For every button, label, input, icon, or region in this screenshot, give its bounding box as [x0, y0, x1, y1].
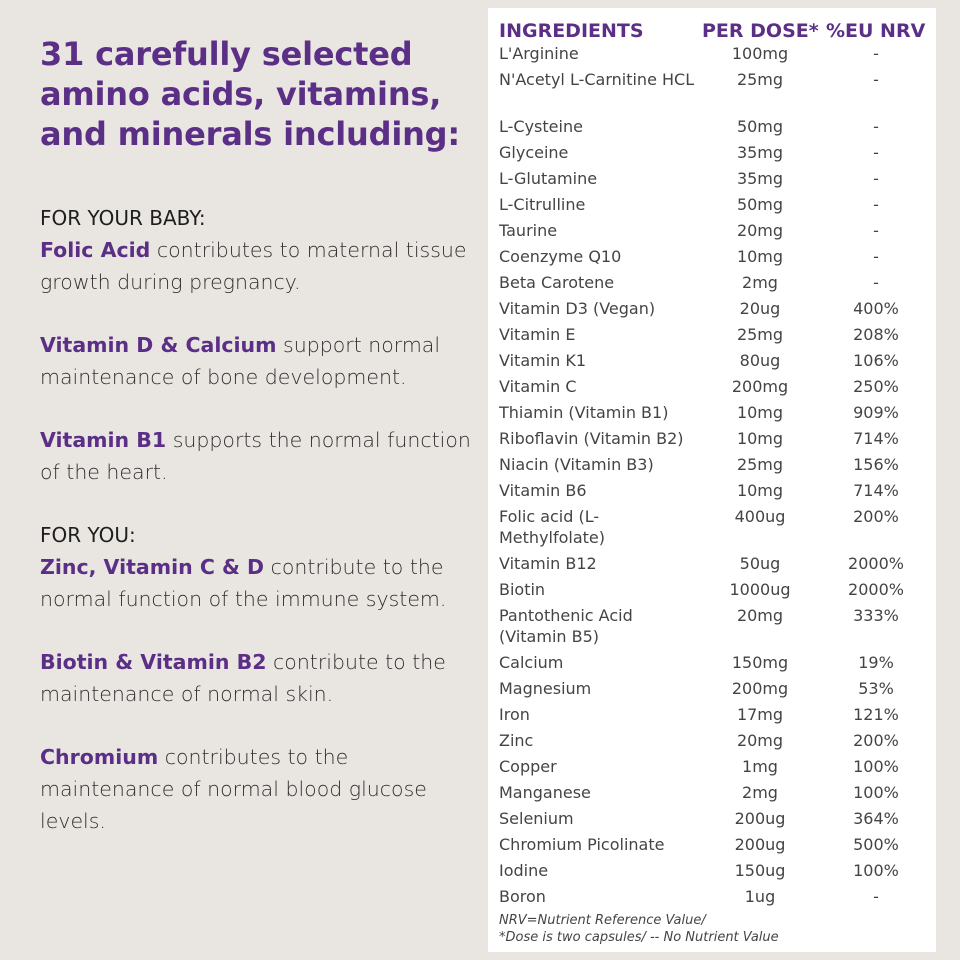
- ingredient-nrv: -: [873, 247, 879, 266]
- header-eu-nrv: %EU NRV: [826, 20, 926, 42]
- you-benefit-1-highlight: Zinc, Vitamin C & D: [40, 555, 265, 579]
- table-row: [488, 324, 936, 350]
- table-row: [488, 678, 936, 704]
- ingredient-dose: 20ug: [739, 299, 781, 318]
- table-row: [488, 834, 936, 860]
- ingredient-dose: 35mg: [736, 169, 784, 188]
- ingredient-name: Chromium Picolinate: [499, 835, 665, 854]
- headline: 31 carefully selected amino acids, vitamins, and minerals including:: [40, 35, 460, 153]
- ingredient-name: Vitamin B12: [499, 554, 597, 573]
- you-section-title: FOR YOU:: [40, 523, 136, 547]
- ingredient-name: Vitamin C: [499, 377, 577, 396]
- ingredient-dose: 50mg: [736, 195, 784, 214]
- you-benefit-3-text: contributes to the maintenance of normal blood glucose levels.: [40, 745, 427, 833]
- ingredient-name: Manganese: [499, 783, 591, 802]
- ingredient-dose: 1000ug: [729, 580, 791, 599]
- ingredient-name: L'Arginine: [499, 44, 579, 63]
- ingredient-nrv: -: [873, 221, 879, 240]
- table-row: [488, 652, 936, 678]
- footnote-line-2: *Dose is two capsules/ -- No Nutrient Value: [499, 930, 779, 945]
- ingredient-dose: 25mg: [736, 70, 784, 89]
- table-row: [488, 272, 936, 298]
- ingredient-nrv: 500%: [853, 835, 899, 854]
- ingredient-name: L-Glutamine: [499, 169, 598, 188]
- table-row: [488, 402, 936, 428]
- ingredient-dose: 25mg: [736, 325, 784, 344]
- ingredient-name: N'Acetyl L-Carnitine HCL: [499, 70, 695, 89]
- you-benefit-1: [40, 551, 480, 615]
- ingredient-nrv: 100%: [853, 783, 899, 802]
- header-per-dose: PER DOSE*: [702, 20, 819, 42]
- ingredient-nrv: -: [873, 44, 879, 63]
- ingredient-nrv: -: [873, 117, 879, 136]
- ingredient-nrv: 208%: [853, 325, 899, 344]
- ingredients-table-body: [488, 43, 936, 912]
- table-row: [488, 194, 936, 220]
- ingredient-nrv: -: [873, 273, 879, 292]
- ingredient-nrv: 333%: [853, 606, 899, 625]
- table-row: [488, 808, 936, 834]
- ingredient-dose: 10mg: [736, 403, 784, 422]
- header-ingredients: INGREDIENTS: [499, 20, 644, 42]
- you-benefit-3: [40, 741, 480, 837]
- ingredient-dose: 150ug: [734, 861, 786, 880]
- ingredient-nrv: -: [873, 143, 879, 162]
- table-row: [488, 782, 936, 808]
- table-row: [488, 579, 936, 605]
- you-benefit-2: [40, 646, 480, 710]
- ingredient-name: Vitamin B6: [499, 481, 587, 500]
- ingredient-dose: 200ug: [734, 835, 786, 854]
- ingredient-name: Pantothenic Acid (Vitamin B5): [499, 606, 633, 646]
- ingredient-name: Vitamin K1: [499, 351, 587, 370]
- table-row: [488, 704, 936, 730]
- ingredient-name: Copper: [499, 757, 557, 776]
- you-benefit-3-highlight: Chromium: [40, 745, 159, 769]
- baby-benefit-1-text: contributes to maternal tissue growth during pregnancy.: [40, 238, 467, 294]
- ingredient-nrv: 106%: [853, 351, 899, 370]
- ingredient-nrv: 200%: [853, 731, 899, 750]
- ingredient-nrv: 121%: [853, 705, 899, 724]
- ingredient-name: Calcium: [499, 653, 564, 672]
- ingredient-nrv: -: [873, 887, 879, 906]
- ingredient-name: Vitamin D3 (Vegan): [499, 299, 656, 318]
- baby-section-title: FOR YOUR BABY:: [40, 206, 206, 230]
- ingredient-name: Folic acid (L-Methylfolate): [499, 507, 606, 547]
- ingredient-dose: 20mg: [736, 221, 784, 240]
- table-row: [488, 428, 936, 454]
- ingredient-nrv: 714%: [853, 481, 899, 500]
- ingredient-dose: 400ug: [734, 507, 786, 526]
- table-row: [488, 605, 936, 652]
- ingredient-nrv: 2000%: [848, 554, 904, 573]
- ingredient-dose: 50ug: [739, 554, 781, 573]
- table-row: [488, 43, 936, 69]
- ingredient-name: Riboflavin (Vitamin B2): [499, 429, 684, 448]
- ingredient-name: Selenium: [499, 809, 574, 828]
- ingredient-dose: 200ug: [734, 809, 786, 828]
- ingredient-dose: 1ug: [744, 887, 776, 906]
- ingredient-name: Magnesium: [499, 679, 592, 698]
- table-row: [488, 116, 936, 142]
- ingredient-name: Boron: [499, 887, 546, 906]
- ingredient-dose: 10mg: [736, 247, 784, 266]
- ingredient-dose: 35mg: [736, 143, 784, 162]
- footnote: [499, 912, 929, 946]
- table-row: [488, 860, 936, 886]
- table-row: [488, 480, 936, 506]
- ingredient-name: Glyceine: [499, 143, 569, 162]
- you-benefit-2-highlight: Biotin & Vitamin B2: [40, 650, 267, 674]
- table-row: [488, 506, 936, 553]
- baby-benefit-1: [40, 234, 480, 298]
- ingredient-dose: 50mg: [736, 117, 784, 136]
- ingredient-nrv: 909%: [853, 403, 899, 422]
- ingredient-dose: 20mg: [736, 606, 784, 625]
- ingredient-dose: 200mg: [731, 679, 789, 698]
- ingredient-dose: 150mg: [731, 653, 789, 672]
- ingredient-name: Niacin (Vitamin B3): [499, 455, 654, 474]
- ingredient-name: Coenzyme Q10: [499, 247, 622, 266]
- ingredient-nrv: 2000%: [848, 580, 904, 599]
- benefits-column: [40, 34, 480, 868]
- ingredient-dose: 200mg: [731, 377, 789, 396]
- table-row: [488, 376, 936, 402]
- table-row: [488, 886, 936, 912]
- ingredient-name: L-Cysteine: [499, 117, 583, 136]
- baby-benefit-3: [40, 424, 480, 488]
- ingredient-dose: 10mg: [736, 429, 784, 448]
- ingredient-dose: 2mg: [742, 783, 778, 802]
- baby-benefit-3-text: supports the normal function of the heart.: [40, 428, 471, 484]
- ingredient-name: Taurine: [499, 221, 558, 240]
- ingredient-dose: 10mg: [736, 481, 784, 500]
- table-row: [488, 350, 936, 376]
- ingredient-dose: 20mg: [736, 731, 784, 750]
- ingredient-name: Beta Carotene: [499, 273, 615, 292]
- ingredient-nrv: -: [873, 70, 879, 89]
- table-row: [488, 454, 936, 480]
- table-row: [488, 298, 936, 324]
- ingredient-nrv: 714%: [853, 429, 899, 448]
- table-row: [488, 69, 936, 116]
- baby-benefit-2-highlight: Vitamin D & Calcium: [40, 333, 277, 357]
- ingredient-dose: 2mg: [742, 273, 778, 292]
- ingredient-name: Thiamin (Vitamin B1): [499, 403, 669, 422]
- ingredient-name: L-Citrulline: [499, 195, 586, 214]
- table-row: [488, 168, 936, 194]
- ingredient-dose: 25mg: [736, 455, 784, 474]
- ingredient-dose: 80ug: [739, 351, 781, 370]
- table-row: [488, 553, 936, 579]
- table-row: [488, 246, 936, 272]
- ingredient-nrv: 400%: [853, 299, 899, 318]
- ingredient-nrv: 53%: [858, 679, 894, 698]
- ingredient-nrv: 250%: [853, 377, 899, 396]
- ingredient-name: Vitamin E: [499, 325, 576, 344]
- ingredient-name: Zinc: [499, 731, 534, 750]
- table-row: [488, 220, 936, 246]
- ingredient-nrv: -: [873, 169, 879, 188]
- baby-benefit-1-highlight: Folic Acid: [40, 238, 151, 262]
- ingredient-nrv: 200%: [853, 507, 899, 526]
- baby-benefit-3-highlight: Vitamin B1: [40, 428, 167, 452]
- baby-benefit-2-text: support normal maintenance of bone development.: [40, 333, 441, 389]
- table-row: [488, 142, 936, 168]
- ingredient-dose: 1mg: [742, 757, 778, 776]
- ingredient-nrv: 156%: [853, 455, 899, 474]
- ingredient-name: Iodine: [499, 861, 549, 880]
- ingredient-dose: 17mg: [736, 705, 784, 724]
- ingredient-nrv: 100%: [853, 757, 899, 776]
- table-row: [488, 730, 936, 756]
- baby-benefit-2: [40, 329, 480, 393]
- ingredients-panel: [488, 8, 936, 952]
- you-benefit-1-text: contribute to the normal function of the immune system.: [40, 555, 447, 611]
- ingredient-nrv: 100%: [853, 861, 899, 880]
- table-row: [488, 756, 936, 782]
- ingredient-dose: 100mg: [731, 44, 789, 63]
- you-benefit-2-text: contribute to the maintenance of normal skin.: [40, 650, 446, 706]
- ingredient-nrv: -: [873, 195, 879, 214]
- footnote-line-1: NRV=Nutrient Reference Value/: [499, 913, 706, 928]
- ingredient-name: Biotin: [499, 580, 546, 599]
- ingredient-nrv: 364%: [853, 809, 899, 828]
- ingredient-nrv: 19%: [858, 653, 894, 672]
- ingredient-name: Iron: [499, 705, 530, 724]
